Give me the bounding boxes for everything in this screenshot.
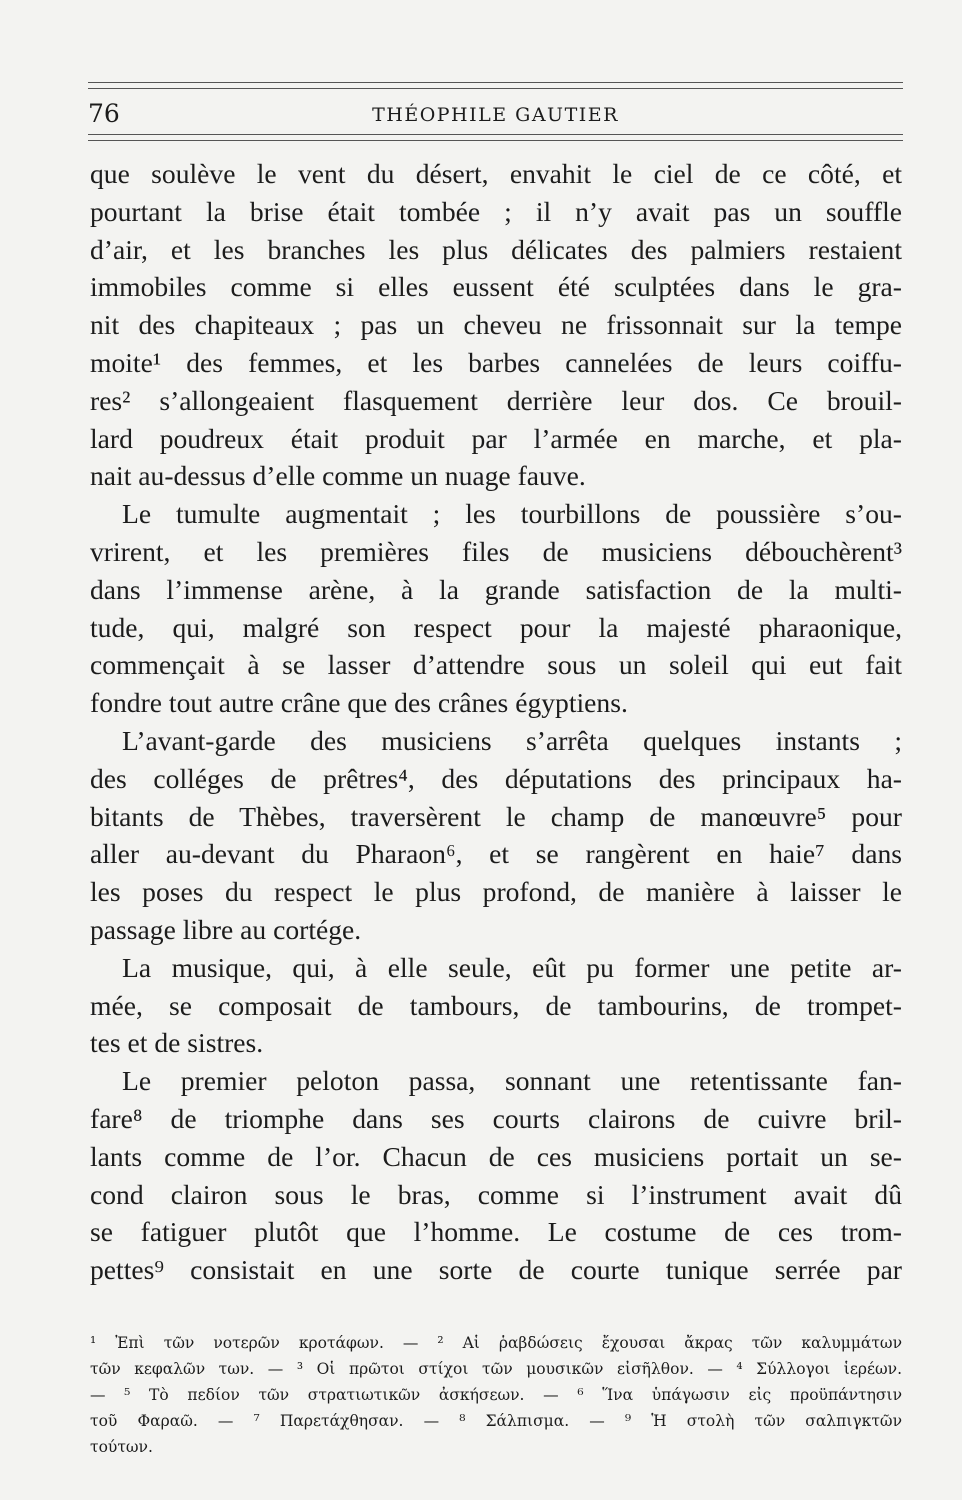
footnote-line: τούτων. xyxy=(90,1438,153,1456)
text-line: commençait à se lasser d’attendre sous un soleil qui eut fait xyxy=(90,649,902,681)
text-line: des colléges de prêtres⁴, des députations des principaux ha- xyxy=(90,762,902,794)
text-line: pettes⁹ consistait en une sorte de courte tunique serrée par xyxy=(90,1254,902,1286)
text-line: cond clairon sous le bras, comme si l’instrument avait dû xyxy=(90,1178,902,1210)
text-line: bitants de Thèbes, traversèrent le champ de manœuvre⁵ pour xyxy=(90,800,902,832)
text-line: moite¹ des femmes, et les barbes cannelées de leurs coiffu- xyxy=(90,346,902,378)
text-line: nit des chapiteaux ; pas un cheveu ne frissonnait sur la tempe xyxy=(90,309,902,341)
text-line: dans l’immense arène, à la grande satisfaction de la multi- xyxy=(90,573,902,605)
text-line: mée, se composait de tambours, de tambourins, de trompet- xyxy=(90,989,902,1021)
text-line: lants comme de l’or. Chacun de ces musiciens portait un se- xyxy=(90,1140,902,1172)
text-line: les poses du respect le plus profond, de manière à laisser le xyxy=(90,876,902,908)
text-line: res² s’allongeaient flasquement derrière leur dos. Ce brouil- xyxy=(90,384,902,416)
text-line: fare⁸ de triomphe dans ses courts clairons de cuivre bril- xyxy=(90,1102,902,1134)
footnote-line: — ⁵ Τὸ πεδίον τῶν στρατιωτικῶν ἀσκήσεων. — ⁶ Ἵνα ὑπάγωσιν εἰς προϋπάντησιν xyxy=(90,1386,902,1404)
text-line: se fatiguer plutôt que l’homme. Le costume de ces trom- xyxy=(90,1216,902,1248)
paragraph-start: Le tumulte augmentait ; les tourbillons de poussière s’ou- xyxy=(122,498,902,530)
text-line: pourtant la brise était tombée ; il n’y avait pas un souffle xyxy=(90,195,902,227)
footnote-line: ¹ Ἐπὶ τῶν νοτερῶν κροτάφων. — ² Αἱ ῥαβδώσεις ἔχουσαι ἄκρας τῶν καλυμμάτων xyxy=(90,1334,902,1352)
header-top-rule xyxy=(88,82,903,83)
header-bottom-rule xyxy=(88,134,903,135)
paragraph-start: La musique, qui, à elle seule, eût pu former une petite ar- xyxy=(122,951,902,983)
page-header xyxy=(88,96,903,132)
header-bottom-rule-thin xyxy=(88,140,903,141)
text-line: passage libre au cortége. xyxy=(90,913,362,945)
text-line: tude, qui, malgré son respect pour la majesté pharaonique, xyxy=(90,611,902,643)
footnotes xyxy=(90,1330,902,1460)
text-line: fondre tout autre crâne que des crânes égyptiens. xyxy=(90,687,628,719)
text-line: d’air, et les branches les plus délicates des palmiers restaient xyxy=(90,233,902,265)
body-text xyxy=(90,155,902,1289)
paragraph-start: L’avant-garde des musiciens s’arrêta quelques instants ; xyxy=(122,724,902,756)
text-line: que soulève le vent du désert, envahit le ciel de ce côté, et xyxy=(90,158,902,189)
running-head: THÉOPHILE GAUTIER xyxy=(372,104,619,126)
text-line: tes et de sistres. xyxy=(90,1027,264,1059)
footnote-line: τῶν κεφαλῶν των. — ³ Οἱ πρῶτοι στίχοι τῶν μουσικῶν εἰσῆλθον. — ⁴ Σύλλογοι ἱερέων. xyxy=(90,1360,902,1378)
header-top-rule-thin xyxy=(88,88,903,89)
text-line: aller au-devant du Pharaon⁶, et se rangèrent en haie⁷ dans xyxy=(90,838,902,870)
text-line: lard poudreux était produit par l’armée en marche, et pla- xyxy=(90,422,902,454)
text-line: nait au-dessus d’elle comme un nuage fauve. xyxy=(90,460,586,492)
footnote-line: τοῦ Φαραῶ. — ⁷ Παρετάχθησαν. — ⁸ Σάλπισμα. — ⁹ Ἡ στολὴ τῶν σαλπιγκτῶν xyxy=(90,1412,902,1430)
paragraph-start: Le premier peloton passa, sonnant une retentissante fan- xyxy=(122,1065,902,1097)
page-number: 76 xyxy=(88,99,120,128)
text-line: vrirent, et les premières files de musiciens débouchèrent³ xyxy=(90,535,902,567)
text-line: immobiles comme si elles eussent été sculptées dans le gra- xyxy=(90,271,902,303)
